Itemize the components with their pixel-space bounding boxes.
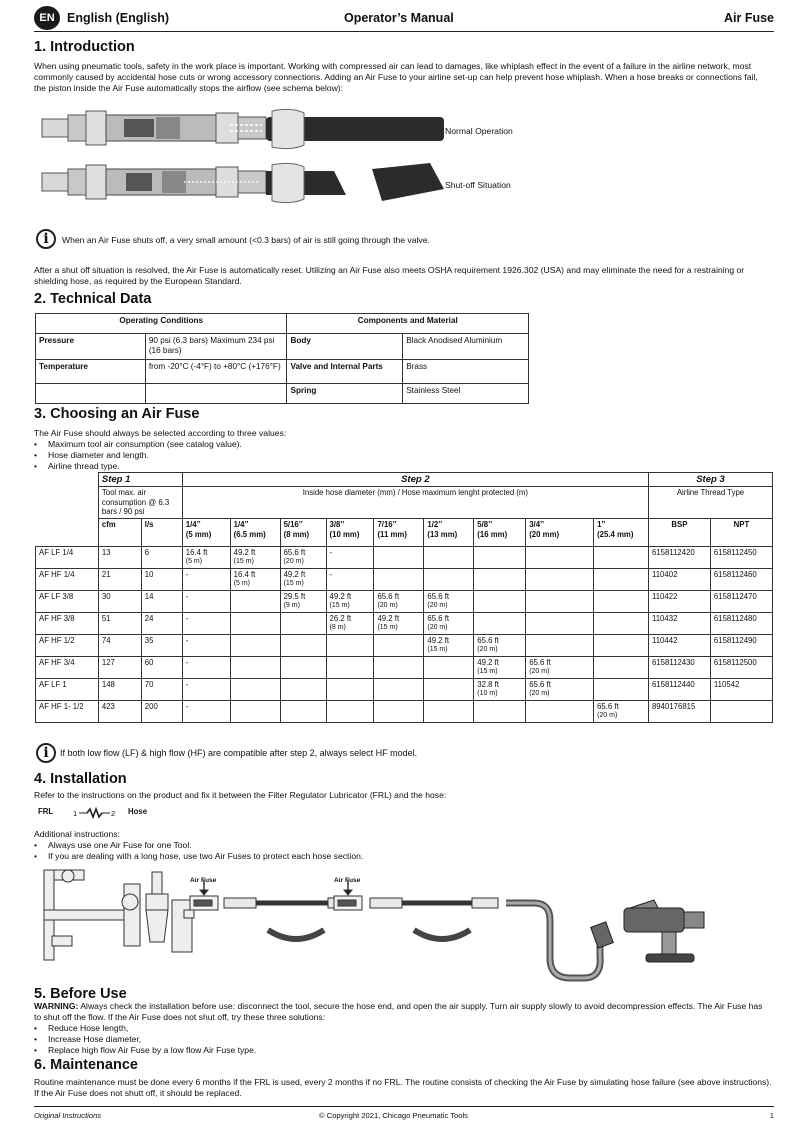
- hose-length-cell: [474, 591, 526, 613]
- hose-length-cell: [326, 591, 374, 613]
- hose-length-cell: [182, 569, 230, 591]
- page-number: 1: [769, 1111, 774, 1120]
- table-row: [36, 657, 773, 679]
- hose-length-cell: [230, 569, 280, 591]
- hose-size-mm: (13 mm): [427, 529, 458, 539]
- hose-length-cell: [526, 657, 594, 679]
- list-item: • Replace high flow Air Fuse by a low flow Air Fuse type.: [34, 1045, 772, 1056]
- table-row: [36, 569, 773, 591]
- hose-size-header: [182, 519, 230, 547]
- lf-hf-info-note: If both low flow (LF) & high flow (HF) are compatible after step 2, always select HF model.: [60, 748, 418, 758]
- cfm-cell: 74: [98, 635, 141, 657]
- length-m: (20 m): [529, 689, 550, 697]
- hose-length-cell: [594, 569, 649, 591]
- bsp-part-number: 110422: [648, 591, 710, 613]
- hose-size-mm: (25.4 mm): [597, 529, 634, 539]
- list-item: • Always use one Air Fuse for one Tool.: [34, 840, 772, 851]
- hose-length-cell: [474, 701, 526, 723]
- hose-size-mm: (11 mm): [377, 529, 407, 539]
- hose-length-cell: [326, 701, 374, 723]
- bsp-header: BSP: [648, 519, 710, 547]
- airfuse-schema-illustration: [34, 105, 454, 215]
- ls-cell: 10: [141, 569, 182, 591]
- install-heading: 4. Installation: [34, 771, 127, 787]
- table-row: [36, 679, 773, 701]
- hose-length-cell: [474, 635, 526, 657]
- length-ft: 16.4 ft: [185, 548, 208, 558]
- length-ft: -: [185, 702, 189, 712]
- length-ft: -: [185, 570, 189, 580]
- language-label: English (English): [67, 11, 170, 25]
- list-item: • Increase Hose diameter,: [34, 1034, 772, 1045]
- additional-instructions: [34, 829, 772, 862]
- length-ft: 16.4 ft: [233, 570, 256, 580]
- before-heading: 5. Before Use: [34, 986, 127, 1002]
- hose-size-inch: 3/8’’: [329, 520, 345, 530]
- tech-header-row: [36, 314, 529, 334]
- language-badge: EN: [34, 6, 60, 30]
- choose-heading: 3. Choosing an Air Fuse: [34, 406, 200, 422]
- list-item: • If you are dealing with a long hose, use two Air Fuses to protect each hose section.: [34, 851, 772, 862]
- tech-value: [145, 383, 287, 403]
- hose-size-mm: (5 mm): [185, 529, 212, 539]
- tech-heading: 2. Technical Data: [34, 291, 152, 307]
- length-m: (15 m): [377, 623, 398, 631]
- model-cell: AF HF 3/8: [36, 613, 99, 635]
- length-m: (20 m): [283, 557, 304, 565]
- length-m: (20 m): [597, 711, 618, 719]
- length-m: (15 m): [329, 601, 350, 609]
- ls-cell: 14: [141, 591, 182, 613]
- tech-row: [36, 334, 529, 360]
- footer-copyright: © Copyright 2021, Chicago Pneumatic Tools: [319, 1111, 468, 1120]
- hose-length-cell: [182, 657, 230, 679]
- hose-size-header: [374, 519, 424, 547]
- hose-length-cell: [182, 701, 230, 723]
- document-title: Operator’s Manual: [344, 11, 454, 25]
- installation-illustration: [34, 860, 740, 985]
- length-ft: 65.6 ft: [427, 614, 450, 624]
- hose-length-cell: [374, 635, 424, 657]
- hose-length-cell: [230, 679, 280, 701]
- hose-length-cell: [326, 569, 374, 591]
- tech-value: from -20°C (-4°F) to +80°C (+176°F): [145, 359, 287, 383]
- normal-operation-label: Normal Operation: [445, 126, 513, 136]
- length-m: (15 m): [283, 579, 304, 587]
- bsp-part-number: 110402: [648, 569, 710, 591]
- ls-cell: 200: [141, 701, 182, 723]
- maint-text: Routine maintenance must be done every 6 months if the FRL is used, every 2 months if no FRL. The routine consists of checking the Air Fuse by simulating hose failure (see above instructions). If the Air Fuse does not shutt off, it should be replaced.: [34, 1077, 772, 1098]
- hose-length-cell: [374, 547, 424, 569]
- length-ft: -: [185, 680, 189, 690]
- hose-length-cell: [424, 547, 474, 569]
- hose-length-cell: [594, 701, 649, 723]
- bsp-part-number: 110442: [648, 635, 710, 657]
- technical-data-table: [35, 313, 529, 404]
- hose-length-cell: [424, 701, 474, 723]
- hose-length-cell: [280, 547, 326, 569]
- hose-length-cell: [594, 657, 649, 679]
- hose-length-cell: [424, 613, 474, 635]
- length-m: (5 m): [185, 557, 203, 565]
- maint-heading: 6. Maintenance: [34, 1057, 138, 1073]
- step3-description: Airline Thread Type: [648, 487, 772, 519]
- hose-length-cell: [230, 657, 280, 679]
- install-bullet-list: [34, 840, 772, 862]
- hose-length-cell: [594, 635, 649, 657]
- hose-length-cell: [326, 635, 374, 657]
- port-1-label: 1: [73, 809, 78, 818]
- bsp-part-number: 6158112440: [648, 679, 710, 701]
- npt-part-number: 110542: [710, 679, 772, 701]
- selection-table: [35, 472, 773, 723]
- cfm-cell: 51: [98, 613, 141, 635]
- model-cell: AF LF 3/8: [36, 591, 99, 613]
- bsp-part-number: 110432: [648, 613, 710, 635]
- hose-length-cell: [230, 613, 280, 635]
- hose-length-cell: [326, 613, 374, 635]
- airfuse-symbol-icon: [79, 806, 111, 820]
- tech-key: Body: [287, 334, 403, 360]
- table-row: [36, 613, 773, 635]
- hose-length-cell: [374, 657, 424, 679]
- hose-length-cell: [594, 679, 649, 701]
- length-ft: 65.6 ft: [529, 658, 551, 668]
- table-row: [36, 547, 773, 569]
- table-row: [36, 591, 773, 613]
- npt-part-number: 6158112460: [710, 569, 772, 591]
- hose-size-header: [280, 519, 326, 547]
- hose-length-cell: [526, 613, 594, 635]
- hose-length-cell: [424, 635, 474, 657]
- hose-length-cell: [280, 679, 326, 701]
- length-ft: 65.6 ft: [597, 702, 619, 712]
- ls-cell: 6: [141, 547, 182, 569]
- length-m: (20 m): [529, 667, 550, 675]
- hose-length-cell: [374, 569, 424, 591]
- hose-size-header: [526, 519, 594, 547]
- reset-text: After a shut off situation is resolved, the Air Fuse is automatically reset. Utilizing an Air Fuse also meets OSHA requirement 1926.302 (USA) and may eliminate the need for a restraining or shielding hose, as required by the European Standard.: [34, 265, 745, 286]
- hose-length-cell: [424, 679, 474, 701]
- hose-size-mm: (16 mm): [477, 529, 508, 539]
- hose-size-header: [474, 519, 526, 547]
- hose-size-header: [424, 519, 474, 547]
- model-cell: AF HF 1- 1/2: [36, 701, 99, 723]
- cfm-cell: 13: [98, 547, 141, 569]
- hose-length-cell: [474, 547, 526, 569]
- hose-length-cell: [280, 635, 326, 657]
- info-icon: i: [36, 229, 56, 249]
- npt-part-number: 6158112470: [710, 591, 772, 613]
- hose-size-inch: 3/4’’: [529, 520, 545, 530]
- hose-length-cell: [374, 591, 424, 613]
- length-ft: -: [329, 548, 333, 558]
- list-item: • Reduce Hose length,: [34, 1023, 772, 1034]
- hose-size-inch: 1/4’’: [185, 520, 201, 530]
- step-desc-row: [36, 487, 773, 519]
- ls-cell: 60: [141, 657, 182, 679]
- hose-size-mm: (6.5 mm): [233, 529, 266, 539]
- model-cell: AF HF 1/2: [36, 635, 99, 657]
- hose-size-header: [594, 519, 649, 547]
- hose-length-cell: [280, 591, 326, 613]
- hose-length-cell: [594, 547, 649, 569]
- model-cell: AF HF 1/4: [36, 569, 99, 591]
- normal-operation-drawing: [42, 109, 444, 148]
- length-ft: 49.2 ft: [377, 614, 400, 624]
- hose-length-cell: [280, 701, 326, 723]
- hose-length-cell: [230, 701, 280, 723]
- length-m: (5 m): [233, 579, 251, 587]
- ls-cell: 35: [141, 635, 182, 657]
- hose-length-cell: [182, 547, 230, 569]
- hose-size-inch: 1/2’’: [427, 520, 443, 530]
- bsp-part-number: 8940176815: [648, 701, 710, 723]
- length-ft: 65.6 ft: [377, 592, 400, 602]
- hose-length-cell: [326, 547, 374, 569]
- hose-length-cell: [182, 679, 230, 701]
- length-ft: 65.6 ft: [427, 592, 450, 602]
- length-ft: 29.5 ft: [283, 592, 306, 602]
- hose-length-cell: [526, 547, 594, 569]
- npt-part-number: 6158112500: [710, 657, 772, 679]
- list-item: • Airline thread type.: [34, 461, 772, 472]
- length-m: (15 m): [427, 645, 448, 653]
- warning-label: WARNING:: [34, 1001, 79, 1011]
- choose-intro-text: The Air Fuse should always be selected according to three values:: [34, 428, 287, 438]
- ls-cell: 24: [141, 613, 182, 635]
- hose-length-cell: [424, 657, 474, 679]
- airfuse-callout-1: Air Fuse: [190, 877, 217, 884]
- before-bullet-list: [34, 1023, 772, 1056]
- length-ft: 49.2 ft: [233, 548, 256, 558]
- ls-cell: 70: [141, 679, 182, 701]
- hose-length-cell: [526, 679, 594, 701]
- hose-length-cell: [594, 613, 649, 635]
- hose-length-cell: [230, 635, 280, 657]
- page-header: [34, 6, 774, 32]
- hose-size-inch: 1’’: [597, 520, 606, 530]
- size-header-row: [36, 519, 773, 547]
- page-footer: [34, 1106, 774, 1122]
- hose-length-cell: [280, 613, 326, 635]
- cfm-header: cfm: [98, 519, 141, 547]
- table-row: [36, 635, 773, 657]
- tech-key: [36, 383, 146, 403]
- tech-value: Black Anodised Aluminium: [403, 334, 529, 360]
- cfm-cell: 423: [98, 701, 141, 723]
- bsp-part-number: 6158112420: [648, 547, 710, 569]
- additional-title: Additional instructions:: [34, 829, 120, 839]
- hose-size-header: [326, 519, 374, 547]
- hose-length-cell: [280, 569, 326, 591]
- hose-length-cell: [526, 635, 594, 657]
- airfuse-callout-2: Air Fuse: [334, 877, 361, 884]
- length-ft: -: [185, 636, 189, 646]
- length-m: (20 m): [427, 623, 448, 631]
- length-m: (20 m): [377, 601, 398, 609]
- length-m: (15 m): [477, 667, 498, 675]
- length-m: (8 m): [329, 623, 346, 631]
- choose-intro: [34, 428, 772, 472]
- step3-label: Step 3: [648, 473, 772, 487]
- npt-part-number: 6158112450: [710, 547, 772, 569]
- hose-length-cell: [594, 591, 649, 613]
- hose-length-cell: [526, 701, 594, 723]
- model-cell: AF HF 3/4: [36, 657, 99, 679]
- npt-part-number: [710, 701, 772, 723]
- tech-key: Valve and Internal Parts: [287, 359, 403, 383]
- hose-length-cell: [182, 591, 230, 613]
- cfm-cell: 21: [98, 569, 141, 591]
- length-ft: 49.2 ft: [477, 658, 499, 668]
- npt-header: NPT: [710, 519, 772, 547]
- hose-size-inch: 5/8’’: [477, 520, 493, 530]
- hose-length-cell: [424, 591, 474, 613]
- hose-size-mm: (8 mm): [283, 529, 310, 539]
- tech-value: 90 psi (6.3 bars) Maximum 234 psi (16 bars): [145, 334, 287, 360]
- product-name: Air Fuse: [723, 11, 774, 25]
- bsp-part-number: 6158112430: [648, 657, 710, 679]
- cfm-cell: 148: [98, 679, 141, 701]
- airfuse-schema-diagram: [34, 105, 454, 215]
- cfm-cell: 30: [98, 591, 141, 613]
- length-m: (15 m): [233, 557, 254, 565]
- port-2-label: 2: [111, 809, 116, 818]
- tech-key: Pressure: [36, 334, 146, 360]
- step1-description: Tool max. air consumption @ 6.3 bars / 90 psi: [98, 487, 182, 519]
- tech-row: [36, 383, 529, 403]
- hose-length-cell: [374, 613, 424, 635]
- tech-key: Temperature: [36, 359, 146, 383]
- hose-size-inch: 1/4’’: [233, 520, 249, 530]
- length-ft: -: [185, 592, 189, 602]
- length-ft: -: [185, 614, 189, 624]
- npt-part-number: 6158112490: [710, 635, 772, 657]
- hose-size-mm: (10 mm): [329, 529, 360, 539]
- hose-length-cell: [182, 613, 230, 635]
- intro-text: When using pneumatic tools, safety in the work place is important. Working with compressed air can lead to damages, like whiplash effect in the event of a failure in the airline network, most commonly caused by accidental hose cuts or wrong accessory connections. Adding an Air Fuse to your airline set-up can help prevent hose whiplash. When a hose breaks or connections fail, the piston inside the Air Fuse automatically stops the airflow (see schema below):: [34, 61, 758, 93]
- length-ft: 49.2 ft: [427, 636, 450, 646]
- hose-size-inch: 7/16’’: [377, 520, 397, 530]
- npt-part-number: 6158112480: [710, 613, 772, 635]
- hose-length-cell: [474, 569, 526, 591]
- hose-size-header: [230, 519, 280, 547]
- length-ft: 65.6 ft: [529, 680, 551, 690]
- shutoff-info-note: When an Air Fuse shuts off, a very small amount (<0.3 bars) of air is still going through the valve.: [62, 235, 430, 245]
- model-cell: AF LF 1: [36, 679, 99, 701]
- frl-label: FRL: [38, 807, 54, 816]
- shutoff-situation-drawing: [42, 163, 444, 203]
- hose-length-cell: [230, 591, 280, 613]
- operating-conditions-header: Operating Conditions: [36, 314, 287, 334]
- length-ft: 65.6 ft: [477, 636, 499, 646]
- intro-heading: 1. Introduction: [34, 39, 135, 55]
- length-ft: 26.2 ft: [329, 614, 352, 624]
- list-item: • Hose diameter and length.: [34, 450, 772, 461]
- install-text: Refer to the instructions on the product and fix it between the Filter Regulator Lubricator (FRL) and the hose:: [34, 790, 447, 800]
- length-ft: 32.8 ft: [477, 680, 499, 690]
- hose-size-mm: (20 mm): [529, 529, 560, 539]
- hose-size-inch: 5/16’’: [283, 520, 303, 530]
- hose-length-cell: [182, 635, 230, 657]
- length-m: (10 m): [477, 689, 498, 697]
- step-row: [36, 473, 773, 487]
- step2-label: Step 2: [182, 473, 648, 487]
- length-m: (9 m): [283, 601, 300, 609]
- before-text: [34, 1001, 772, 1056]
- choose-bullet-list: [34, 439, 772, 472]
- hose-length-cell: [474, 613, 526, 635]
- components-material-header: Components and Material: [287, 314, 529, 334]
- footer-left: Original Instructions: [34, 1111, 102, 1120]
- tech-key: Spring: [287, 383, 403, 403]
- hose-length-cell: [374, 679, 424, 701]
- length-ft: 65.6 ft: [283, 548, 306, 558]
- step1-label: Step 1: [98, 473, 182, 487]
- tech-value: Brass: [403, 359, 529, 383]
- step2-description: Inside hose diameter (mm) / Hose maximum lenght protected (m): [182, 487, 648, 519]
- hose-length-cell: [474, 657, 526, 679]
- hose-label: Hose: [128, 807, 148, 816]
- hose-length-cell: [526, 569, 594, 591]
- length-m: (20 m): [477, 645, 498, 653]
- tech-row: [36, 359, 529, 383]
- info-icon: i: [36, 743, 56, 763]
- hose-length-cell: [326, 657, 374, 679]
- hose-length-cell: [326, 679, 374, 701]
- shutoff-situation-label: Shut-off Situation: [445, 180, 511, 190]
- cfm-cell: 127: [98, 657, 141, 679]
- hose-length-cell: [374, 701, 424, 723]
- length-ft: 49.2 ft: [329, 592, 352, 602]
- hose-length-cell: [230, 547, 280, 569]
- length-ft: -: [185, 658, 189, 668]
- hose-length-cell: [474, 679, 526, 701]
- length-ft: 49.2 ft: [283, 570, 306, 580]
- hose-length-cell: [424, 569, 474, 591]
- length-ft: -: [329, 570, 333, 580]
- ls-header: l/s: [141, 519, 182, 547]
- table-row: [36, 701, 773, 723]
- list-item: • Maximum tool air consumption (see catalog value).: [34, 439, 772, 450]
- tech-value: Stainless Steel: [403, 383, 529, 403]
- length-m: (20 m): [427, 601, 448, 609]
- hose-length-cell: [280, 657, 326, 679]
- hose-length-cell: [526, 591, 594, 613]
- warning-text: Always check the installation before use: disconnect the tool, secure the hose end, and open the air supply. Turn air supply slowly to avoid decompression effects. The Air Fuse has to shut off the flow. If the Air Fuse does not shut off, try these three solutions:: [34, 1001, 763, 1022]
- model-cell: AF LF 1/4: [36, 547, 99, 569]
